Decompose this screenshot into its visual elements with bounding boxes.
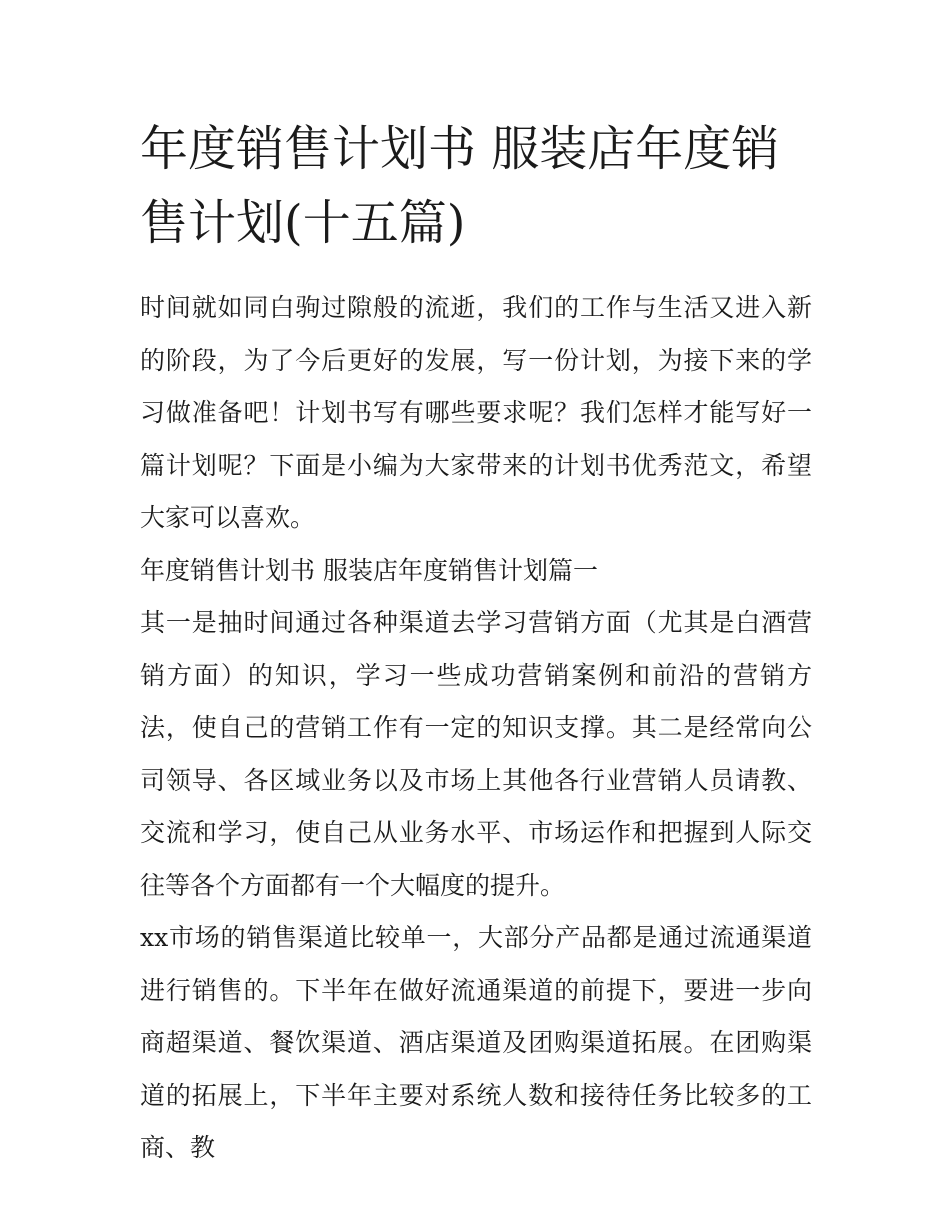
body-paragraph-2: xx市场的销售渠道比较单一，大部分产品都是通过流通渠道进行销售的。下半年在做好流通渠道的前提下，要进一步向商超渠道、餐饮渠道、酒店渠道及团购渠道拓展。在团购渠道的拓展上，下半年主要对系统人数和接待任务比较多的工商、教 <box>140 923 812 1162</box>
document-title: 年度销售计划书 服装店年度销售计划(十五篇) <box>140 121 780 251</box>
section-heading: 年度销售计划书 服装店年度销售计划篇一 <box>140 555 598 585</box>
document-body <box>140 112 812 1175</box>
intro-paragraph: 时间就如同白驹过隙般的流逝，我们的工作与生活又进入新的阶段，为了今后更好的发展，写一份计划，为接下来的学习做准备吧！计划书写有哪些要求呢？我们怎样才能写好一篇计划呢？下面是小编为大家带来的计划书优秀范文，希望大家可以喜欢。 <box>140 293 812 532</box>
body-paragraph-1: 其一是抽时间通过各种渠道去学习营销方面（尤其是白酒营销方面）的知识，学习一些成功营销案例和前沿的营销方法，使自己的营销工作有一定的知识支撑。其二是经常向公司领导、各区域业务以及市场上其他各行业营销人员请教、交流和学习，使自己从业务水平、市场运作和把握到人际交往等各个方面都有一个大幅度的提升。 <box>140 608 812 900</box>
